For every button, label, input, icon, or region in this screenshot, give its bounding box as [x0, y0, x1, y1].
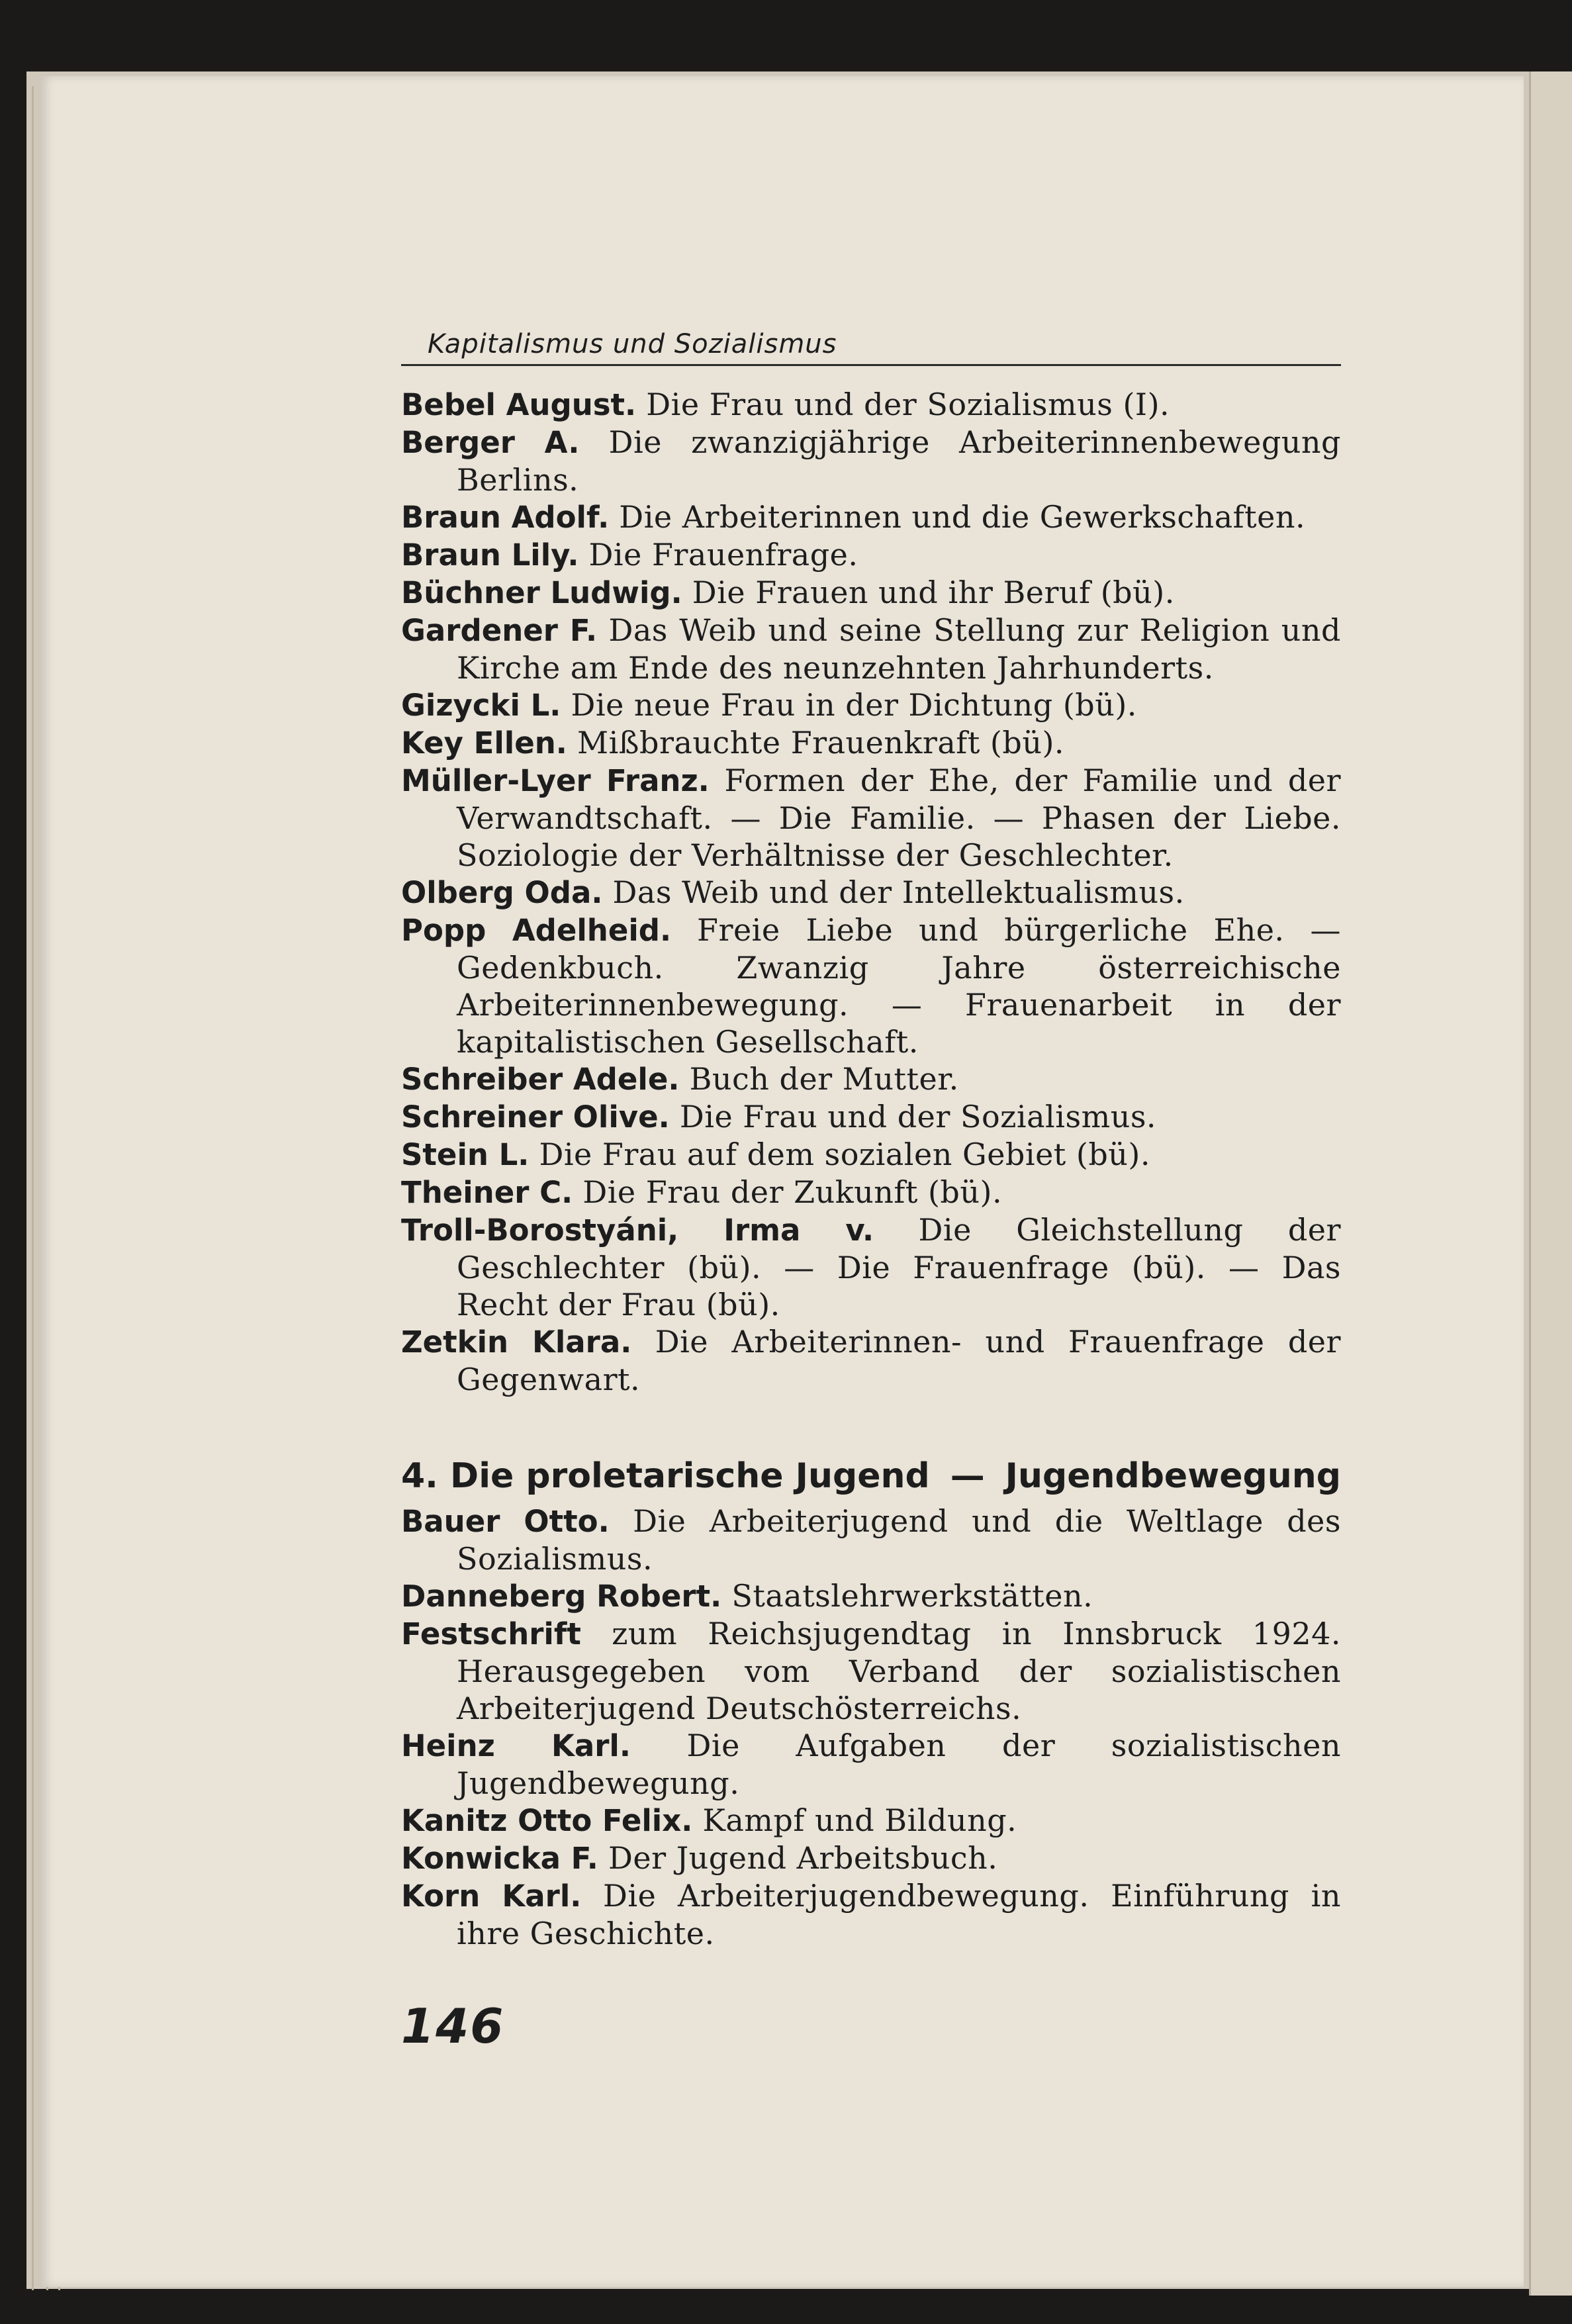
entry-title: Die zwanzigjährige Arbeiterinnenbewegung Berlins. [457, 424, 1342, 498]
entry-author: Troll-Borostyáni, Irma v. [401, 1213, 874, 1248]
bibliography-entry [401, 1615, 1341, 1727]
entry-author: Konwicka F. [401, 1841, 598, 1876]
bibliography-entry [401, 424, 1341, 498]
bibliography-entry [401, 1802, 1341, 1839]
bibliography-entry [401, 536, 1341, 574]
entry-author: Müller-Lyer Franz. [401, 763, 710, 798]
entry-author: Festschrift [401, 1616, 581, 1651]
entry-title: Die Arbeiterinnen und die Gewerkschaften. [609, 499, 1306, 535]
page-edge-line [32, 86, 34, 2290]
entry-title: Die Frau der Zukunft (bü). [573, 1174, 1003, 1210]
entry-author: Theiner C. [401, 1175, 573, 1210]
section-heading [401, 1455, 1341, 1497]
entry-author: Popp Adelheid. [401, 913, 672, 948]
entry-title: Die Gleichstellung der Geschlechter (bü). — Die Frauenfrage (bü). — Das Recht der Frau (bü). [457, 1212, 1342, 1323]
entry-title: zum Reichsjugendtag in Innsbruck 1924. Herausgegeben vom Verband der sozialistischen Arbeiterjugend Deutschösterreichs. [457, 1616, 1341, 1726]
entry-title: Kampf und Bildung. [692, 1802, 1017, 1838]
bibliography-entry [401, 498, 1341, 536]
entry-author: Key Ellen. [401, 725, 567, 761]
bibliography-entry [401, 874, 1341, 911]
bibliography-entry [401, 574, 1341, 612]
running-head: Kapitalismus und Sozialismus [401, 324, 1341, 366]
entry-author: Berger A. [401, 425, 580, 460]
entry-title: Der Jugend Arbeitsbuch. [598, 1840, 998, 1876]
entry-author: Danneberg Robert. [401, 1579, 722, 1614]
entry-author: Gardener F. [401, 613, 598, 648]
entry-title: Die Frau und der Sozialismus. [669, 1099, 1157, 1135]
entry-author: Gizycki L. [401, 688, 561, 723]
entry-author: Kanitz Otto Felix. [401, 1803, 693, 1838]
entry-author: Braun Adolf. [401, 500, 610, 535]
entry-title: Die Arbeiterjugend und die Weltlage des Sozialismus. [457, 1503, 1342, 1577]
entry-author: Heinz Karl. [401, 1728, 631, 1763]
entry-author: Braun Lily. [401, 537, 579, 573]
entry-author: Bebel August. [401, 387, 637, 422]
entry-title: Die Frauen und ihr Beruf (bü). [682, 575, 1175, 610]
entry-title: Die Frauenfrage. [578, 537, 858, 573]
entry-author: Olberg Oda. [401, 875, 603, 910]
bibliography-list [401, 386, 1341, 1398]
entry-title: Mißbrauchte Frauenkraft (bü). [567, 725, 1065, 761]
section-heading-right: Jugendbewegung [1005, 1456, 1341, 1496]
entry-title: Die Frau und der Sozialismus (I). [636, 387, 1170, 422]
bibliography-entry [401, 1211, 1341, 1323]
bibliography-entry [401, 1877, 1341, 1952]
entry-author: Stein L. [401, 1137, 530, 1172]
facing-page-edge [1529, 71, 1572, 2296]
bibliography-entry [401, 1577, 1341, 1615]
bibliography-entry [401, 1839, 1341, 1877]
entry-author: Zetkin Klara. [401, 1325, 632, 1360]
entry-author: Bauer Otto. [401, 1504, 610, 1539]
bibliography-entry [401, 1174, 1341, 1211]
bibliography-entry [401, 1503, 1341, 1577]
entry-author: Schreiner Olive. [401, 1099, 670, 1135]
entry-title: Die Aufgaben der sozialistischen Jugendbewegung. [457, 1728, 1342, 1801]
entry-title: Das Weib und der Intellektualismus. [602, 874, 1185, 910]
bibliography-entry [401, 386, 1341, 424]
bibliography-entry [401, 686, 1341, 724]
bibliography-entry [401, 1060, 1341, 1098]
entry-title: Die Arbeiterjugendbewegung. Einführung in ihre Geschichte. [457, 1878, 1341, 1951]
entry-title: Freie Liebe und bürgerliche Ehe. — Gedenkbuch. Zwanzig Jahre österreichische Arbeiterinnenbewegung. — Frauenarbeit in der kapitalistischen Gesellschaft. [457, 912, 1341, 1060]
bibliography-entry [401, 762, 1341, 874]
entry-title: Staatslehrwerkstätten. [721, 1578, 1093, 1614]
entry-title: Die Frau auf dem sozialen Gebiet (bü). [529, 1137, 1150, 1172]
page-content [401, 324, 1341, 2054]
entry-title: Die Arbeiterinnen- und Frauenfrage der Gegenwart. [457, 1324, 1342, 1397]
entry-title: Formen der Ehe, der Familie und der Verwandtschaft. — Die Familie. — Phasen der Liebe. Soziologie der Verhältnisse der Geschlechter. [457, 763, 1341, 873]
section-heading-left: 4. Die proletarische Jugend [401, 1456, 930, 1496]
bibliography-entry [401, 911, 1341, 1060]
entry-author: Schreiber Adele. [401, 1062, 680, 1097]
entry-title: Die neue Frau in der Dichtung (bü). [561, 687, 1137, 723]
bibliography-entry [401, 612, 1341, 686]
entry-title: Das Weib und seine Stellung zur Religion und Kirche am Ende des neunzehnten Jahrhunderts. [457, 612, 1341, 686]
page-number: 146 [401, 1998, 505, 2054]
entry-author: Korn Karl. [401, 1879, 582, 1914]
section-bibliography-list [401, 1503, 1341, 1952]
entry-title: Buch der Mutter. [679, 1061, 959, 1097]
bibliography-entry [401, 724, 1341, 762]
bibliography-entry [401, 1323, 1341, 1398]
bibliography-entry [401, 1098, 1341, 1136]
bibliography-entry [401, 1727, 1341, 1802]
bibliography-entry [401, 1136, 1341, 1174]
entry-author: Büchner Ludwig. [401, 575, 682, 610]
section-heading-dash: — [950, 1456, 985, 1496]
